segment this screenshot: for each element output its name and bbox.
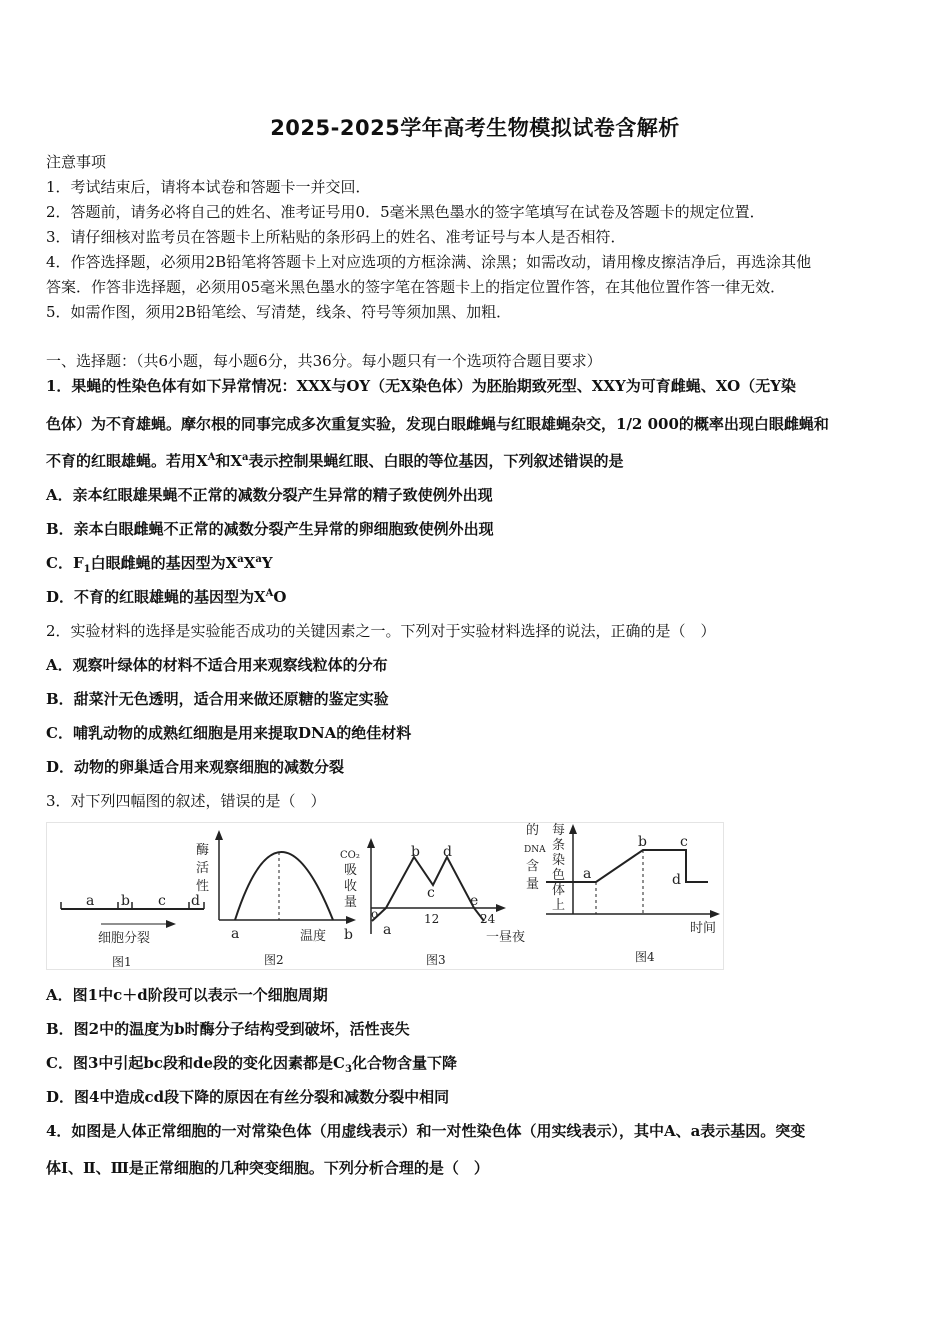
fig3 — [340, 838, 525, 967]
fig2-ylabel-3: 性 — [196, 879, 210, 894]
notice-item-3: 3．请仔细核对监考员在答题卡上所粘贴的条形码上的姓名、准考证号与本人是否相符． — [46, 228, 626, 246]
fig3-x-arrowhead — [496, 904, 506, 912]
fig4-ylabel-left-3: 含 — [526, 859, 540, 874]
fig2 — [196, 830, 356, 967]
q3-figure-svg — [46, 822, 724, 970]
fig3-point-e: e — [470, 893, 479, 909]
fig2-y-arrowhead — [215, 830, 223, 840]
fig4-x-arrowhead — [710, 910, 720, 918]
fig4-ylabel-right-6: 上 — [552, 898, 566, 913]
fig2-point-b: b — [344, 927, 353, 943]
fig3-ylabel-1: 吸 — [344, 863, 358, 878]
fig3-tick-12: 12 — [424, 912, 440, 926]
q1-option-b: B．亲本白眼雌蝇不正常的减数分裂产生异常的卵细胞致使例外出现 — [46, 520, 494, 538]
fig3-point-b: b — [411, 844, 420, 860]
fig4-ylabel-left-1: 的 — [526, 823, 540, 838]
q3-figure — [46, 822, 724, 970]
fig3-point-d: d — [443, 844, 452, 860]
fig1-label-b: b — [121, 893, 130, 909]
q1-option-a: A．亲本红眼雄果蝇不正常的减数分裂产生异常的精子致使例外出现 — [46, 486, 493, 504]
q3-option-d: D．图4中造成cd段下降的原因在有丝分裂和减数分裂中相同 — [46, 1088, 450, 1106]
fig3-ylabel-2: 收 — [344, 879, 358, 894]
section-heading: 一、选择题：（共6小题，每小题6分，共36分。每小题只有一个选项符合题目要求） — [46, 352, 602, 370]
fig2-curve — [235, 852, 333, 920]
notice-item-2: 2．答题前，请务必将自己的姓名、准考证号用0．5毫米黑色墨水的签字笔填写在试卷及答题卡的规定位置． — [46, 203, 765, 221]
q3-stem: 3．对下列四幅图的叙述，错误的是（ ） — [46, 792, 326, 810]
fig4-curve — [546, 850, 708, 882]
q2-option-d: D．动物的卵巢适合用来观察细胞的减数分裂 — [46, 758, 345, 776]
fig3-y-arrowhead — [367, 838, 375, 848]
q1-stem-line1: 1．果蝇的性染色体有如下异常情况：XXX与OY（无X染色体）为胚胎期致死型、XXY为可育雌蝇、XO（无Y染 — [46, 377, 796, 395]
fig4-ylabel-right-2: 条 — [552, 838, 566, 853]
q3-option-c: C．图3中引起bc段和de段的变化因素都是$C_3$化合物含量下降 — [46, 1054, 457, 1075]
fig2-ylabel-2: 活 — [196, 861, 210, 876]
fig4-xlabel: 时间 — [690, 921, 717, 936]
fig3-point-a: a — [383, 922, 392, 938]
notice-item-1: 1．考试结束后，请将本试卷和答题卡一并交回． — [46, 178, 371, 196]
notice-heading: 注意事项 — [46, 153, 107, 171]
fig4-point-c: c — [680, 834, 688, 850]
fig4-point-b: b — [638, 834, 647, 850]
fig3-xlabel: 一昼夜 — [486, 930, 526, 945]
fig4-point-d: d — [672, 872, 681, 888]
fig1-label-c: c — [158, 893, 166, 909]
notice-item-5: 5．如需作图，须用2B铅笔绘、写清楚，线条、符号等须加黑、加粗． — [46, 303, 512, 321]
fig3-name: 图3 — [426, 953, 446, 967]
q1-option-c: C．$F_1$白眼雌蝇的基因型为$X^aX^aY$ — [46, 554, 273, 575]
fig4-ylabel-left-2: DNA — [524, 845, 546, 855]
fig4-y-arrowhead — [569, 824, 577, 834]
fig3-ylabel-top: CO₂ — [340, 850, 360, 861]
q4-stem-line2: 体Ⅰ、Ⅱ、Ⅲ是正常细胞的几种突变细胞。下列分析合理的是（ ） — [46, 1159, 489, 1177]
q2-option-a: A．观察叶绿体的材料不适合用来观察线粒体的分布 — [46, 656, 388, 674]
fig1-label-a: a — [86, 893, 95, 909]
fig2-xlabel: 温度 — [300, 929, 327, 944]
fig2-ylabel-1: 酶 — [196, 843, 210, 858]
fig4-point-a: a — [583, 866, 592, 882]
fig2-name: 图2 — [264, 953, 284, 967]
fig4 — [524, 823, 720, 964]
q3-option-b: B．图2中的温度为b时酶分子结构受到破坏，活性丧失 — [46, 1020, 410, 1038]
notice-item-4-cont: 答案．作答非选择题，必须用05毫米黑色墨水的签字笔在答题卡上的指定位置作答，在其他位置作答一律无效． — [46, 278, 786, 296]
fig1-arrowhead — [166, 920, 176, 928]
q2-stem: 2．实验材料的选择是实验能否成功的关键因素之一。下列对于实验材料选择的说法，正确的是（ ） — [46, 622, 716, 640]
fig3-point-c: c — [427, 885, 435, 901]
q2-option-b: B．甜菜汁无色透明，适合用来做还原糖的鉴定实验 — [46, 690, 389, 708]
q1-option-d: D．不育的红眼雄蝇的基因型为$X^AO$ — [46, 588, 287, 606]
fig4-ylabel-right-1: 每 — [552, 823, 566, 838]
q3-option-a: A．图1中c＋d阶段可以表示一个细胞周期 — [46, 986, 328, 1004]
fig3-origin: o — [371, 907, 379, 921]
fig2-point-a: a — [231, 926, 240, 942]
notice-item-4: 4．作答选择题，必须用2B铅笔将答题卡上对应选项的方框涂满、涂黑；如需改动，请用橡皮擦洁净后，再选涂其他 — [46, 253, 812, 271]
page-title: 2025-2025学年高考生物模拟试卷含解析 — [270, 116, 680, 140]
fig2-x-arrowhead — [346, 916, 356, 924]
fig3-ylabel-3: 量 — [344, 895, 358, 910]
fig1 — [61, 893, 204, 969]
fig3-tick-24: 24 — [480, 912, 496, 926]
fig4-ylabel-right-3: 染 — [552, 853, 566, 868]
fig4-ylabel-left-4: 量 — [526, 877, 540, 892]
fig1-label-d: d — [191, 893, 200, 909]
fig4-ylabel-right-4: 色 — [552, 868, 566, 883]
fig4-ylabel-right-5: 体 — [552, 883, 566, 898]
q1-stem-line2: 色体）为不育雄蝇。摩尔根的同事完成多次重复实验，发现白眼雌蝇与红眼雄蝇杂交，1/2 000的概率出现白眼雌蝇和 — [46, 415, 829, 433]
q4-stem-line1: 4．如图是人体正常细胞的一对常染色体（用虚线表示）和一对性染色体（用实线表示），其中A、a表示基因。突变 — [46, 1122, 806, 1140]
fig4-name: 图4 — [635, 950, 655, 964]
q2-option-c: C．哺乳动物的成熟红细胞是用来提取DNA的绝佳材料 — [46, 724, 412, 742]
figure-frame — [47, 823, 724, 970]
fig1-name: 图1 — [112, 955, 132, 969]
q1-stem-line3: 不育的红眼雄蝇。若用$X^A$和$X^a$表示控制果蝇红眼、白眼的等位基因，下列叙述错误的是 — [46, 452, 624, 470]
fig1-caption: 细胞分裂 — [98, 931, 151, 946]
